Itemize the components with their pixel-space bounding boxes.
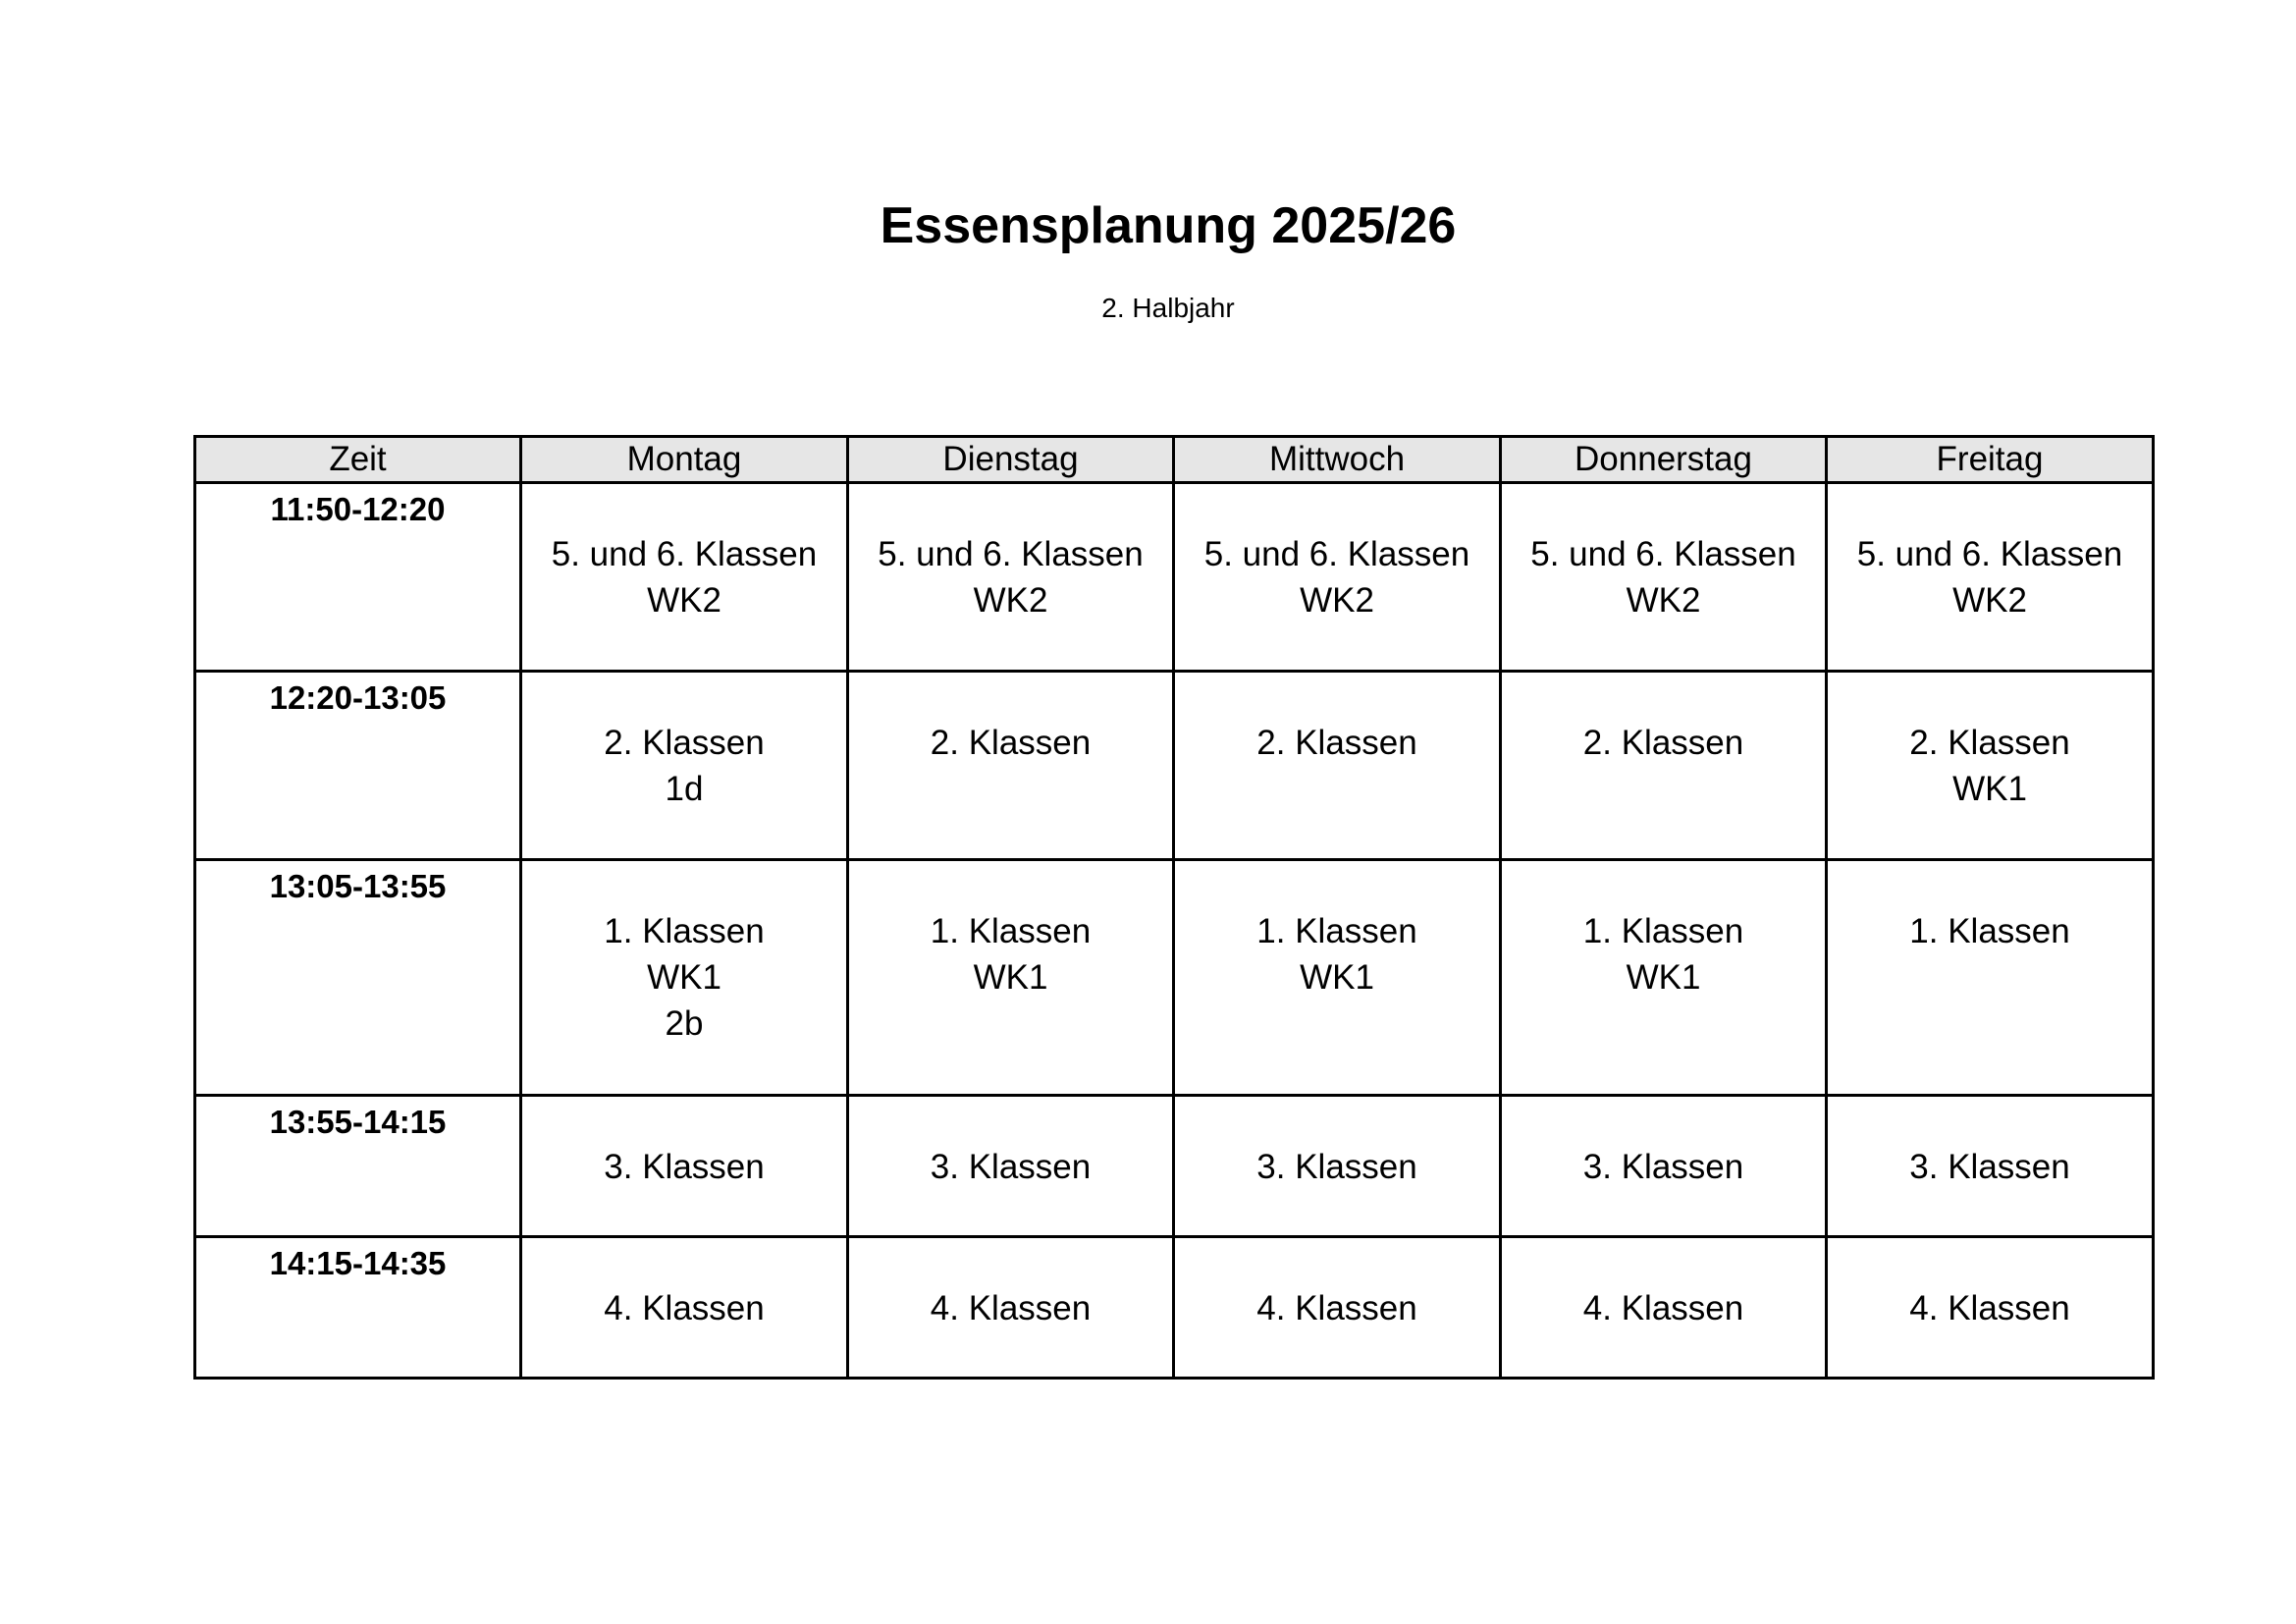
class-group-label: 1. Klassen (1909, 912, 2070, 950)
class-group-label: 4. Klassen (1909, 1289, 2070, 1327)
class-group-label: 2. Klassen (930, 724, 1092, 762)
class-group-label: 1. Klassen (930, 912, 1092, 950)
class-group-label: 4. Klassen (930, 1289, 1092, 1327)
time-slot-cell: 14:15-14:35 (195, 1237, 521, 1379)
class-group-label: WK1 (973, 958, 1048, 997)
class-group-label: 5. und 6. Klassen (551, 535, 818, 573)
header-cell-zeit: Zeit (195, 437, 521, 483)
class-group-label: WK2 (1626, 581, 1701, 620)
schedule-cell-freitag (1827, 672, 2154, 860)
class-group-label: 5. und 6. Klassen (1856, 535, 2123, 573)
schedule-cell-montag (521, 1237, 848, 1379)
schedule-cell-dienstag (848, 483, 1174, 672)
class-group-label: 1. Klassen (1582, 912, 1744, 950)
header-row (195, 437, 2154, 483)
class-group-label: WK1 (1626, 958, 1701, 997)
class-group-label: WK1 (1300, 958, 1374, 997)
class-group-label: WK2 (647, 581, 721, 620)
schedule-cell-donnerstag (1501, 483, 1827, 672)
class-group-label: 2. Klassen (604, 724, 765, 762)
class-group-label: WK2 (973, 581, 1048, 620)
schedule-cell-mittwoch (1174, 672, 1501, 860)
class-group-label: WK1 (1952, 770, 2027, 808)
schedule-cell-freitag (1827, 483, 2154, 672)
schedule-cell-mittwoch (1174, 1237, 1501, 1379)
class-group-label: WK2 (1952, 581, 2027, 620)
class-group-label: 3. Klassen (1909, 1148, 2070, 1186)
schedule-cell-freitag (1827, 1096, 2154, 1237)
schedule-cell-mittwoch (1174, 483, 1501, 672)
time-slot-cell: 11:50-12:20 (195, 483, 521, 672)
table-row (195, 860, 2154, 1096)
class-group-label: 2b (665, 1004, 704, 1043)
table-row (195, 483, 2154, 672)
class-group-label: 5. und 6. Klassen (878, 535, 1144, 573)
class-group-label: 3. Klassen (930, 1148, 1092, 1186)
header-cell-donnerstag: Donnerstag (1501, 437, 1827, 483)
class-group-label: 2. Klassen (1909, 724, 2070, 762)
schedule-cell-montag (521, 1096, 848, 1237)
class-group-label: 4. Klassen (1256, 1289, 1417, 1327)
class-group-label: WK2 (1300, 581, 1374, 620)
header-cell-freitag: Freitag (1827, 437, 2154, 483)
schedule-cell-dienstag (848, 1096, 1174, 1237)
time-slot-cell: 12:20-13:05 (195, 672, 521, 860)
class-group-label: WK1 (647, 958, 721, 997)
table-row (195, 1237, 2154, 1379)
class-group-label: 4. Klassen (604, 1289, 765, 1327)
class-group-label: 5. und 6. Klassen (1203, 535, 1470, 573)
table-body (195, 483, 2154, 1379)
table-row (195, 672, 2154, 860)
class-group-label: 5. und 6. Klassen (1530, 535, 1796, 573)
schedule-cell-donnerstag (1501, 1237, 1827, 1379)
class-group-label: 3. Klassen (604, 1148, 765, 1186)
schedule-cell-mittwoch (1174, 860, 1501, 1096)
schedule-cell-freitag (1827, 860, 2154, 1096)
class-group-label: 1. Klassen (1256, 912, 1417, 950)
page-title: Essensplanung 2025/26 (880, 197, 1457, 254)
header-cell-dienstag: Dienstag (848, 437, 1174, 483)
schedule-cell-freitag (1827, 1237, 2154, 1379)
class-group-label: 4. Klassen (1582, 1289, 1744, 1327)
schedule-cell-donnerstag (1501, 860, 1827, 1096)
table-row (195, 1096, 2154, 1237)
schedule-cell-donnerstag (1501, 672, 1827, 860)
schedule-cell-mittwoch (1174, 1096, 1501, 1237)
time-slot-cell: 13:05-13:55 (195, 860, 521, 1096)
table-header (195, 437, 2154, 483)
class-group-label: 1d (665, 770, 704, 808)
schedule-cell-montag (521, 860, 848, 1096)
class-group-label: 2. Klassen (1256, 724, 1417, 762)
class-group-label: 1. Klassen (604, 912, 765, 950)
page-subtitle: 2. Halbjahr (1101, 293, 1235, 323)
schedule-cell-donnerstag (1501, 1096, 1827, 1237)
schedule-cell-dienstag (848, 672, 1174, 860)
schedule-cell-dienstag (848, 860, 1174, 1096)
header-cell-montag: Montag (521, 437, 848, 483)
header-cell-mittwoch: Mittwoch (1174, 437, 1501, 483)
time-slot-cell: 13:55-14:15 (195, 1096, 521, 1237)
class-group-label: 3. Klassen (1256, 1148, 1417, 1186)
schedule-cell-montag (521, 483, 848, 672)
class-group-label: 3. Klassen (1582, 1148, 1744, 1186)
schedule-cell-montag (521, 672, 848, 860)
class-group-label: 2. Klassen (1582, 724, 1744, 762)
schedule-cell-dienstag (848, 1237, 1174, 1379)
meal-schedule-table (193, 435, 2155, 1380)
